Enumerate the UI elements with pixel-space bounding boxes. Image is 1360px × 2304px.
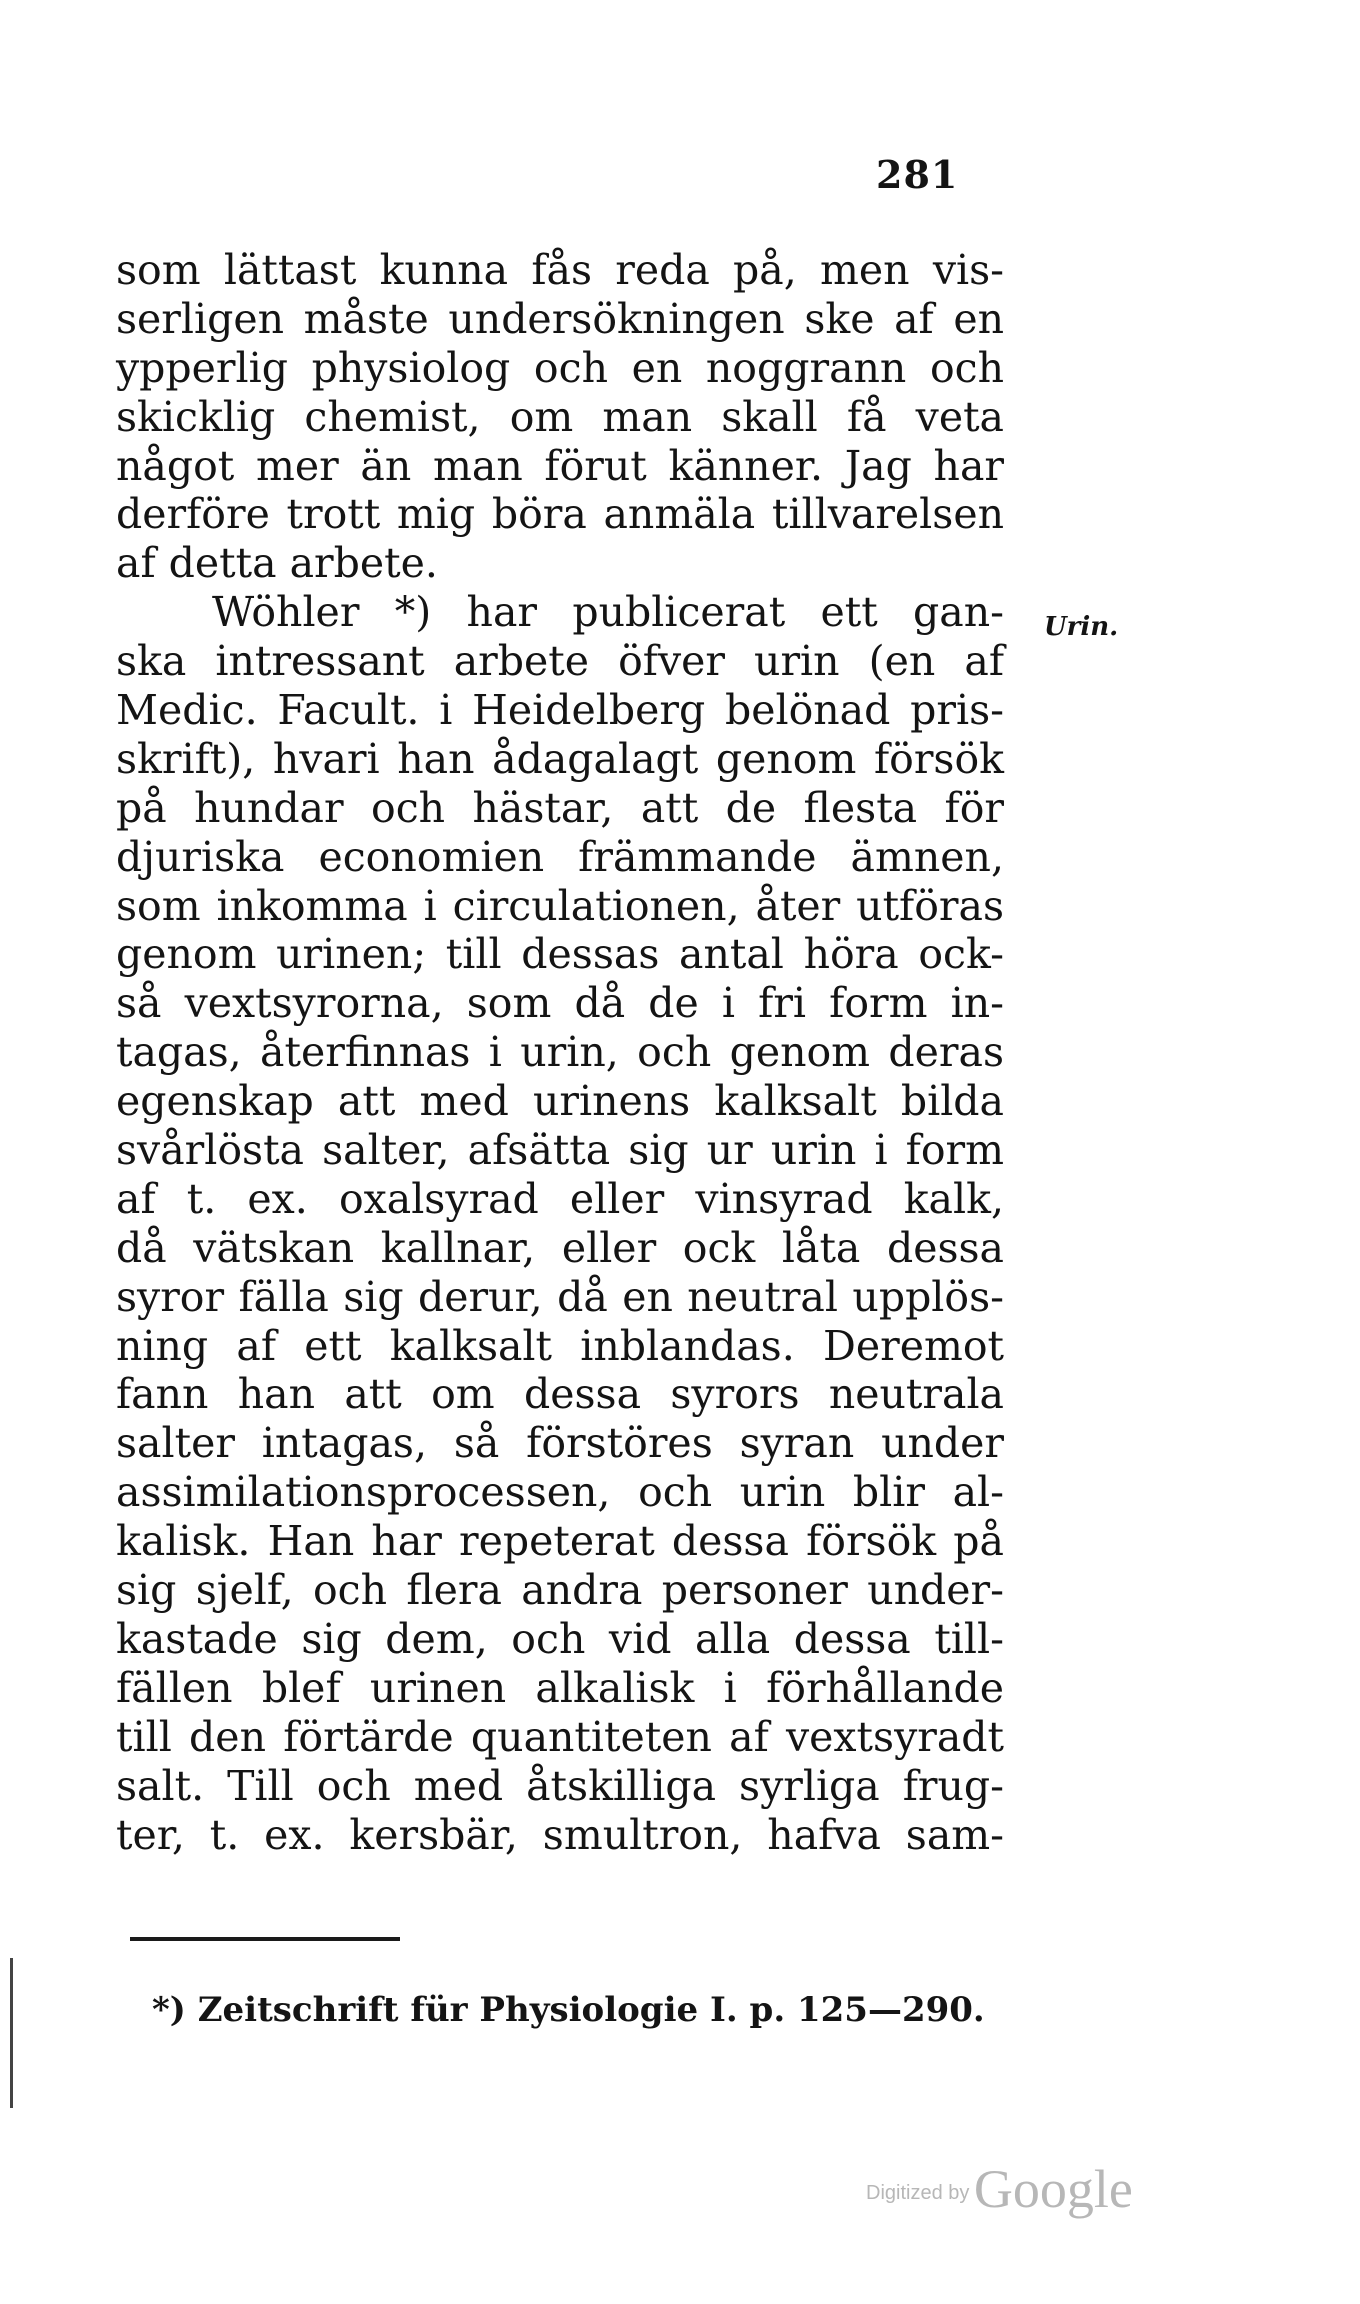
text-line: fällen blef urinen alkalisk i förhållande bbox=[116, 1663, 1004, 1712]
text-line: som lättast kunna fås reda på, men vis- bbox=[116, 246, 1004, 294]
text-line: djuriska economien främmande ämnen, bbox=[116, 832, 1004, 881]
text-line: kalisk. Han har repeterat dessa försök på bbox=[116, 1517, 1004, 1566]
text-line: skicklig chemist, om man skall få veta bbox=[116, 392, 1004, 441]
text-line: ypperlig physiolog och en noggrann och bbox=[116, 343, 1004, 392]
text-line: då vätskan kallnar, eller ock låta dessa bbox=[116, 1223, 1004, 1272]
scan-edge-mark bbox=[10, 1958, 13, 2108]
text-line: Wöhler *) har publicerat ett gan- bbox=[212, 588, 1004, 637]
text-line: skrift), hvari han ådagalagt genom försök bbox=[116, 734, 1004, 783]
text-line: ning af ett kalksalt inblandas. Deremot bbox=[116, 1321, 1004, 1370]
text-line: af t. ex. oxalsyrad eller vinsyrad kalk, bbox=[116, 1174, 1004, 1223]
text-line: kastade sig dem, och vid alla dessa till- bbox=[116, 1614, 1004, 1663]
watermark bbox=[866, 2158, 1133, 2220]
text-line: till den förtärde quantiteten af vextsyradt bbox=[116, 1712, 1004, 1761]
text-line: något mer än man förut känner. Jag har bbox=[116, 441, 1004, 490]
text-line: ska intressant arbete öfver urin (en af bbox=[116, 637, 1004, 686]
text-line: syror fälla sig derur, då en neutral upplös- bbox=[116, 1272, 1004, 1321]
watermark-prefix: Digitized by bbox=[866, 2182, 970, 2204]
text-line: ter, t. ex. kersbär, smultron, hafva sam- bbox=[116, 1810, 1004, 1859]
text-line: fann han att om dessa syrors neutrala bbox=[116, 1370, 1004, 1419]
text-line: tagas, återfinnas i urin, och genom deras bbox=[116, 1028, 1004, 1077]
text-line: serligen måste undersökningen ske af en bbox=[116, 294, 1004, 343]
body-text bbox=[116, 246, 1004, 1859]
text-line: svårlösta salter, afsätta sig ur urin i form bbox=[116, 1126, 1004, 1175]
text-line: som inkomma i circulationen, åter utföras bbox=[116, 881, 1004, 930]
text-line: salter intagas, så förstöres syran under bbox=[116, 1419, 1004, 1468]
text-line: Medic. Facult. i Heidelberg belönad pris- bbox=[116, 686, 1004, 735]
text-line: assimilationsprocessen, och urin blir al- bbox=[116, 1468, 1004, 1517]
margin-note: Urin. bbox=[1044, 612, 1119, 642]
text-line: på hundar och hästar, att de flesta för bbox=[116, 783, 1004, 832]
text-line: genom urinen; till dessas antal höra ock- bbox=[116, 930, 1004, 979]
footnote-rule bbox=[130, 1937, 400, 1941]
text-line: af detta arbete. bbox=[116, 539, 438, 588]
text-line: salt. Till och med åtskilliga syrliga frug- bbox=[116, 1761, 1004, 1810]
text-line: egenskap att med urinens kalksalt bilda bbox=[116, 1077, 1004, 1126]
text-line: sig sjelf, och flera andra personer under- bbox=[116, 1566, 1004, 1615]
page-number: 281 bbox=[876, 152, 959, 197]
footnote: *) Zeitschrift für Physiologie I. p. 125—290. bbox=[152, 1990, 985, 2030]
text-line: så vextsyrorna, som då de i fri form in- bbox=[116, 979, 1004, 1028]
text-line: derföre trott mig böra anmäla tillvarelsen bbox=[116, 490, 1004, 539]
watermark-brand: Google bbox=[973, 2159, 1133, 2219]
